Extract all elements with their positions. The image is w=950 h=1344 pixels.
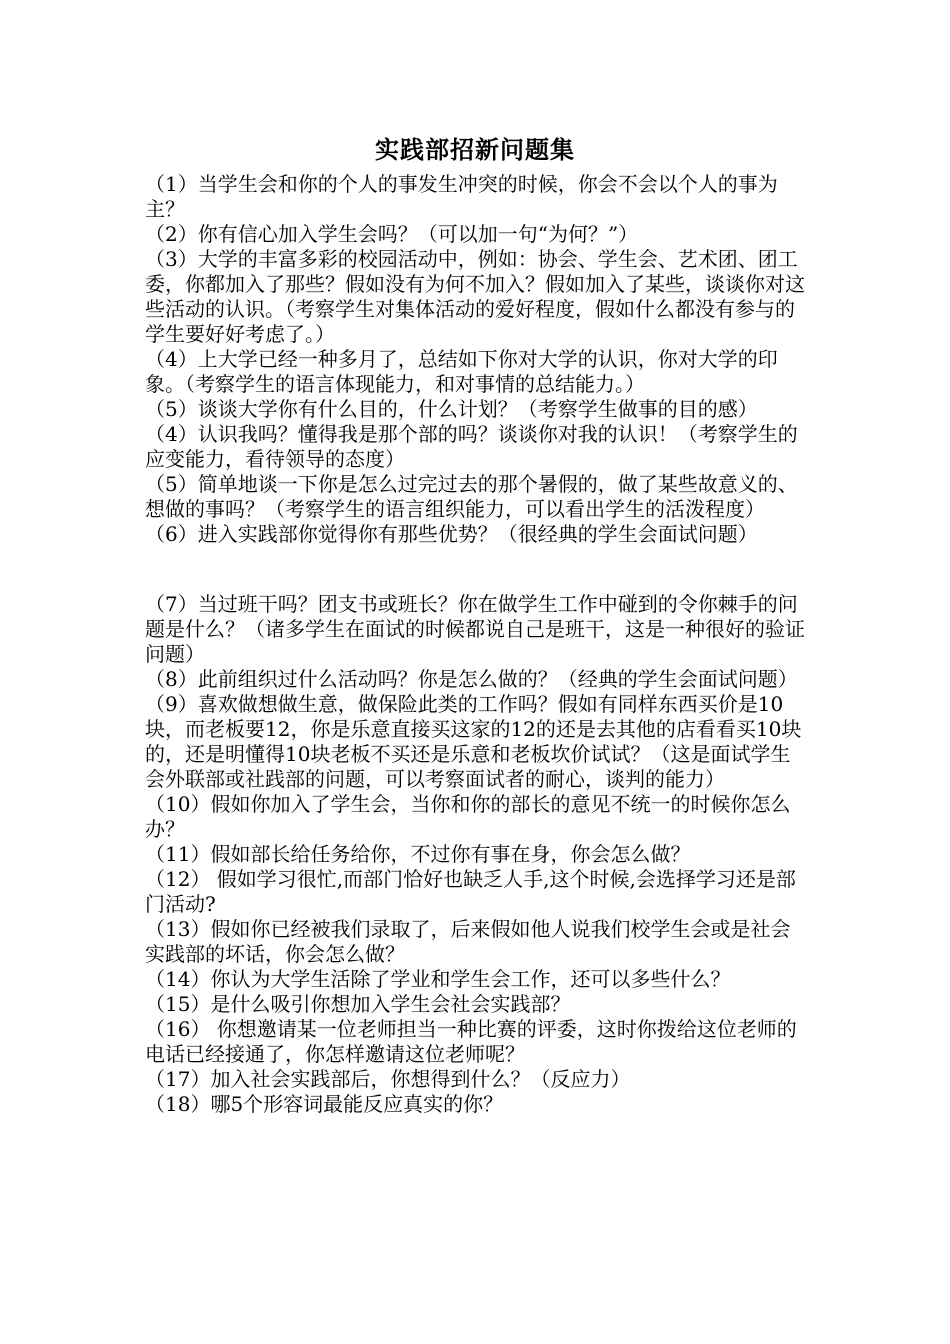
question-list — [145, 172, 810, 1117]
question-10: （10）假如你加入了学生会，当你和你的部长的意见不统一的时候你怎么办？ — [145, 792, 791, 841]
question-16: （16） 你想邀请某一位老师担当一种比赛的评委，这时你拨给这位老师的电话已经接通了，你怎样邀请这位老师呢？ — [145, 1017, 797, 1066]
question-5b: （5）简单地谈一下你是怎么过完过去的那个暑假的，做了某些故意义的、想做的事吗？（考察学生的语言组织能力，可以看出学生的活泼程度） — [145, 472, 798, 521]
blank-gap — [145, 547, 810, 592]
question-4b: （4）认识我吗？懂得我是那个部的吗？谈谈你对我的认识！（考察学生的应变能力，看待领导的态度） — [145, 422, 798, 471]
question-18: （18）哪5个形容词最能反应真实的你？ — [145, 1092, 504, 1116]
question-1: （1）当学生会和你的个人的事发生冲突的时候，你会不会以个人的事为主？ — [145, 172, 778, 221]
question-15: （15）是什么吸引你想加入学生会社会实践部？ — [145, 992, 571, 1016]
question-7: （7）当过班干吗？团支书或班长？你在做学生工作中碰到的令你棘手的问题是什么？（诸多学生在面试的时候都说自己是班干，这是一种很好的验证问题） — [145, 592, 805, 666]
question-9: （9）喜欢做想做生意，做保险此类的工作吗？假如有同样东西买价是10块，而老板要12，你是乐意直接买这家的12的还是去其他的店看看买10块的，还是明懂得10块老板不买还是乐意和老板坎价试试？（这是面试学生会外联部或社践部的问题，可以考察面试者的耐心，谈判的能力） — [145, 692, 802, 791]
question-4: （4）上大学已经一种多月了，总结如下你对大学的认识，你对大学的印象。（考察学生的语言体现能力，和对事情的总结能力。） — [145, 347, 778, 396]
question-8: （8）此前组织过什么活动吗？你是怎么做的？（经典的学生会面试问题） — [145, 667, 798, 691]
question-17: （17）加入社会实践部后，你想得到什么？（反应力） — [145, 1067, 631, 1091]
question-12: （12） 假如学习很忙,而部门恰好也缺乏人手,这个时候,会选择学习还是部门活动? — [145, 867, 796, 916]
question-14: （14）你认为大学生活除了学业和学生会工作，还可以多些什么？ — [145, 967, 731, 991]
question-3: （3）大学的丰富多彩的校园活动中，例如：协会、学生会、艺术团、团工委，你都加入了那些？假如没有为何不加入？假如加入了某些，谈谈你对这些活动的认识。（考察学生对集体活动的爱好程度，假如什么都没有参与的学生要好好考虑了。） — [145, 247, 805, 346]
question-11: （11）假如部长给任务给你，不过你有事在身，你会怎么做？ — [145, 842, 691, 866]
question-13: （13）假如你已经被我们录取了，后来假如他人说我们校学生会或是社会实践部的坏话，你会怎么做？ — [145, 917, 791, 966]
question-2: （2）你有信心加入学生会吗？（可以加一句“为何？”） — [145, 222, 639, 246]
question-5: （5）谈谈大学你有什么目的，什么计划？（考察学生做事的目的感） — [145, 397, 758, 421]
document-title: 实践部招新问题集 — [375, 136, 575, 164]
question-6: （6）进入实践部你觉得你有那些优势？（很经典的学生会面试问题） — [145, 522, 758, 546]
